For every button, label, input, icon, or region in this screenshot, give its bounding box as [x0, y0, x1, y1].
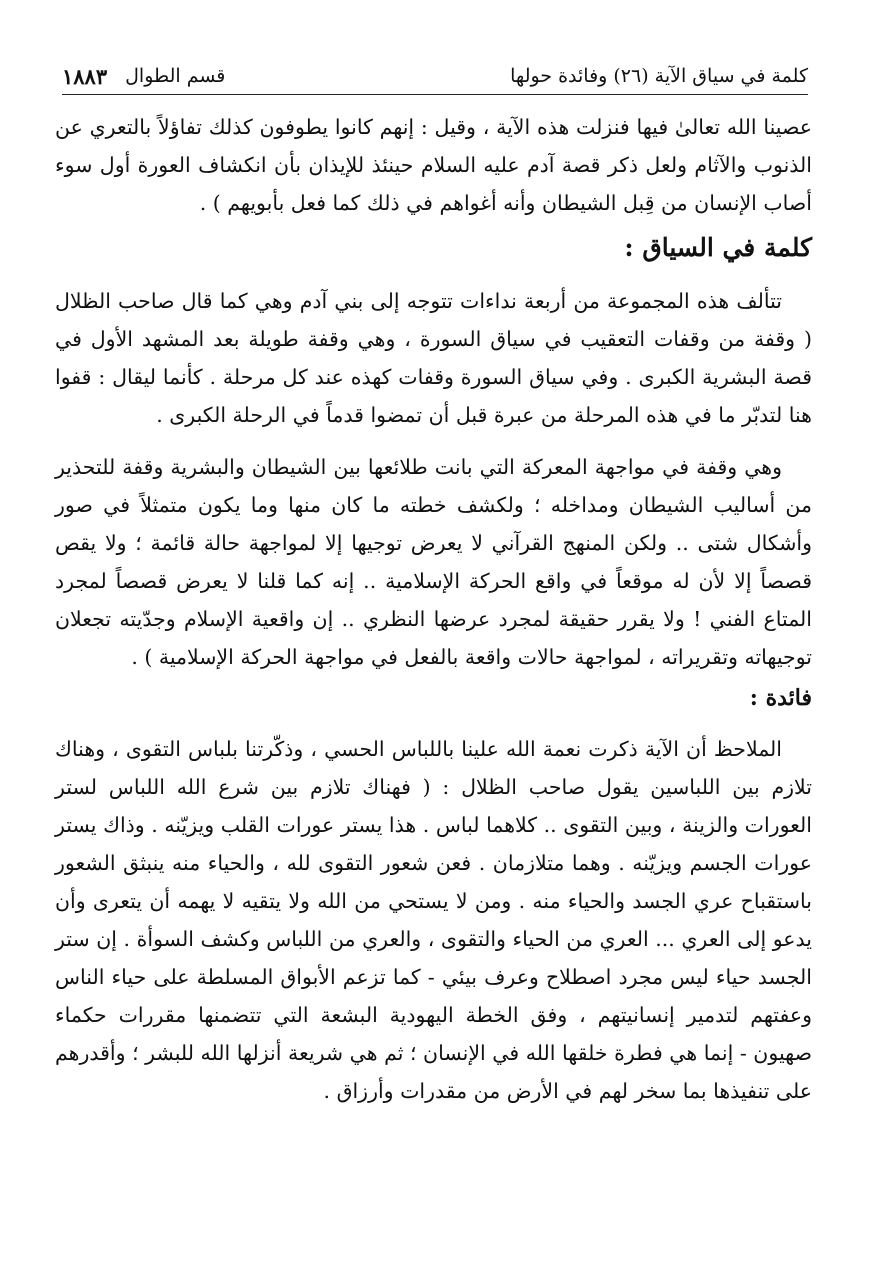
heading-context: كلمة في السياق : — [624, 233, 812, 262]
page-body — [55, 108, 812, 1110]
paragraph-2: وهي وقفة في مواجهة المعركة التي بانت طلائعها بين الشيطان والبشرية وقفة للتحذير من أساليب الشيطان ومداخله ؛ ولكشف خطته ما كان منها وما يكون متمثلاً في صور وأشكال شتى .. ولكن المنهج القرآني لا يعرض توجيها إلا لمواجهة حالة قائمة ؛ ولا يقص قصصاً إلا لأن له موقعاً في واقع الحركة الإسلامية .. إنه كما قلنا لا يعرض قصصاً لمجرد المتاع الفني ! ولا يقرر حقيقة لمجرد عرضها النظري .. إن واقعية الإسلام وجدّيته تجعلان توجيهاته وتقريراته ، لمواجهة حالات واقعة بالفعل في مواجهة الحركة الإسلامية ) . — [55, 455, 812, 669]
header-meta — [62, 64, 225, 89]
page-number: ١٨٨٣ — [62, 63, 108, 89]
paragraph-1: تتألف هذه المجموعة من أربعة نداءات تتوجه إلى بني آدم وهي كما قال صاحب الظلال ( وقفة من وقفات التعقيب في سياق السورة ، وهي وقفة طويلة بعد المشهد الأول في قصة البشرية الكبرى . وفي سياق السورة وقفات كهذه عند كل مرحلة . كأنما ليقال : قفوا هنا لتدبّر ما في هذه المرحلة من عبرة قبل أن تمضوا قدماً في الرحلة الكبرى . — [55, 289, 812, 427]
section-name: قسم الطوال — [125, 65, 226, 87]
paragraph-continued: عصينا الله تعالىٰ فيها فنزلت هذه الآية ، وقيل : إنهم كانوا يطوفون كذلك تفاؤلاً بالتعري عن الذنوب والآثام ولعل ذكر قصة آدم عليه السلام حينئذ للإيذان بأن انكشاف العورة أول سوء أصاب الإنسان من قِبل الشيطان وأنه أغواهم في ذلك كما فعل بأبويهم ) . — [55, 115, 812, 215]
heading-benefit: فائدة : — [749, 685, 812, 711]
running-title: كلمة في سياق الآية (٢٦) وفائدة حولها — [510, 65, 808, 87]
page-header — [62, 58, 808, 95]
paragraph-3: الملاحظ أن الآية ذكرت نعمة الله علينا باللباس الحسي ، وذكّرتنا بلباس التقوى ، وهناك تلازم بين اللباسين يقول صاحب الظلال : ( فهناك تلازم بين شرع الله اللباس لستر العورات والزينة ، وبين التقوى .. كلاهما لباس . هذا يستر عورات القلب ويزيّنه . وذاك يستر عورات الجسم ويزيّنه . وهما متلازمان . فعن شعور التقوى لله ، والحياء منه ينبثق الشعور باستقباح عري الجسد والحياء منه . ومن لا يستحي من الله ولا يتقيه لا يهمه أن يتعرى وأن يدعو إلى العري ... العري من الحياء والتقوى ، والعري من اللباس وكشف السوأة . إن ستر الجسد حياء ليس مجرد اصطلاح وعرف بيئي - كما تزعم الأبواق المسلطة على حياء الناس وعفتهم لتدمير إنسانيتهم ، وفق الخطة اليهودية البشعة التي تتضمنها مقررات حكماء صهيون - إنما هي فطرة خلقها الله في الإنسان ؛ ثم هي شريعة أنزلها الله للبشر ؛ وأقدرهم على تنفيذها بما سخر لهم في الأرض من مقدرات وأرزاق . — [55, 737, 812, 1103]
